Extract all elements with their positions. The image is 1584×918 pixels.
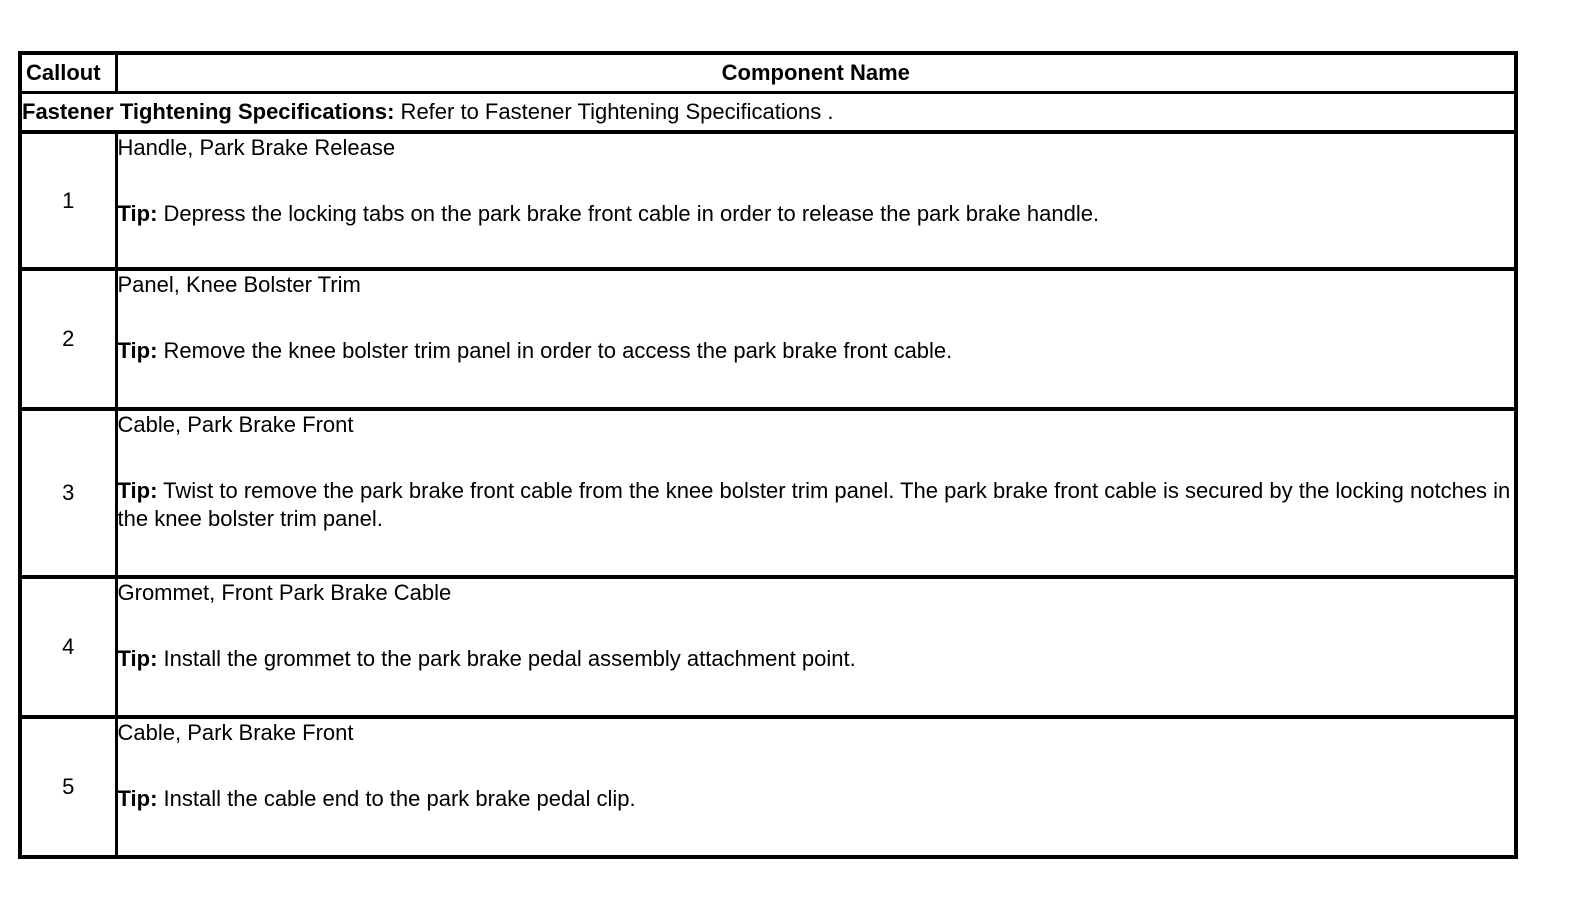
- component-tip: [118, 200, 1515, 228]
- tip-text: Install the cable end to the park brake pedal clip.: [157, 786, 636, 811]
- callout-number: 3: [20, 409, 116, 577]
- table-row: [20, 577, 1516, 717]
- fastener-specifications-text: Refer to Fastener Tightening Specifications .: [394, 99, 834, 124]
- fastener-specifications-cell: [20, 93, 1516, 133]
- tip-text: Remove the knee bolster trim panel in order to access the park brake front cable.: [157, 338, 953, 363]
- component-tip: [118, 645, 1515, 673]
- tip-label: Tip:: [117, 338, 158, 363]
- tip-label: Tip:: [117, 786, 158, 811]
- tip-text: Install the grommet to the park brake pedal assembly attachment point.: [157, 646, 856, 671]
- tip-label: Tip:: [117, 646, 158, 671]
- fastener-specifications-label: Fastener Tightening Specifications:: [22, 99, 395, 124]
- table-row: [20, 717, 1516, 857]
- tip-text: Twist to remove the park brake front cable from the knee bolster trim panel. The park brake front cable is secured by the locking notches in the knee bolster trim panel.: [117, 478, 1511, 531]
- tip-text: Depress the locking tabs on the park brake front cable in order to release the park brake handle.: [157, 201, 1100, 226]
- component-name-column-header: Component Name: [116, 53, 1516, 93]
- component-name: Grommet, Front Park Brake Cable: [117, 580, 452, 605]
- callout-number: 4: [20, 577, 116, 717]
- callout-number: 1: [20, 132, 116, 269]
- component-cell: [116, 132, 1516, 269]
- component-cell: [116, 717, 1516, 857]
- component-cell: [116, 409, 1516, 577]
- component-tip: [118, 477, 1515, 533]
- component-name: Handle, Park Brake Release: [117, 135, 396, 160]
- fastener-specifications-row: [20, 93, 1516, 133]
- tip-label: Tip:: [117, 201, 158, 226]
- table-row: [20, 409, 1516, 577]
- callout-number: 5: [20, 717, 116, 857]
- table-row: [20, 132, 1516, 269]
- component-name: Cable, Park Brake Front: [117, 720, 354, 745]
- component-cell: [116, 577, 1516, 717]
- table-header-row: [20, 53, 1516, 93]
- component-name: Cable, Park Brake Front: [117, 412, 354, 437]
- component-tip: [118, 337, 1515, 365]
- tip-label: Tip:: [117, 478, 158, 503]
- component-table: [18, 51, 1518, 859]
- callout-column-header: Callout: [20, 53, 116, 93]
- component-cell: [116, 269, 1516, 409]
- callout-number: 2: [20, 269, 116, 409]
- component-tip: [118, 785, 1515, 813]
- table-row: [20, 269, 1516, 409]
- component-name: Panel, Knee Bolster Trim: [117, 272, 361, 297]
